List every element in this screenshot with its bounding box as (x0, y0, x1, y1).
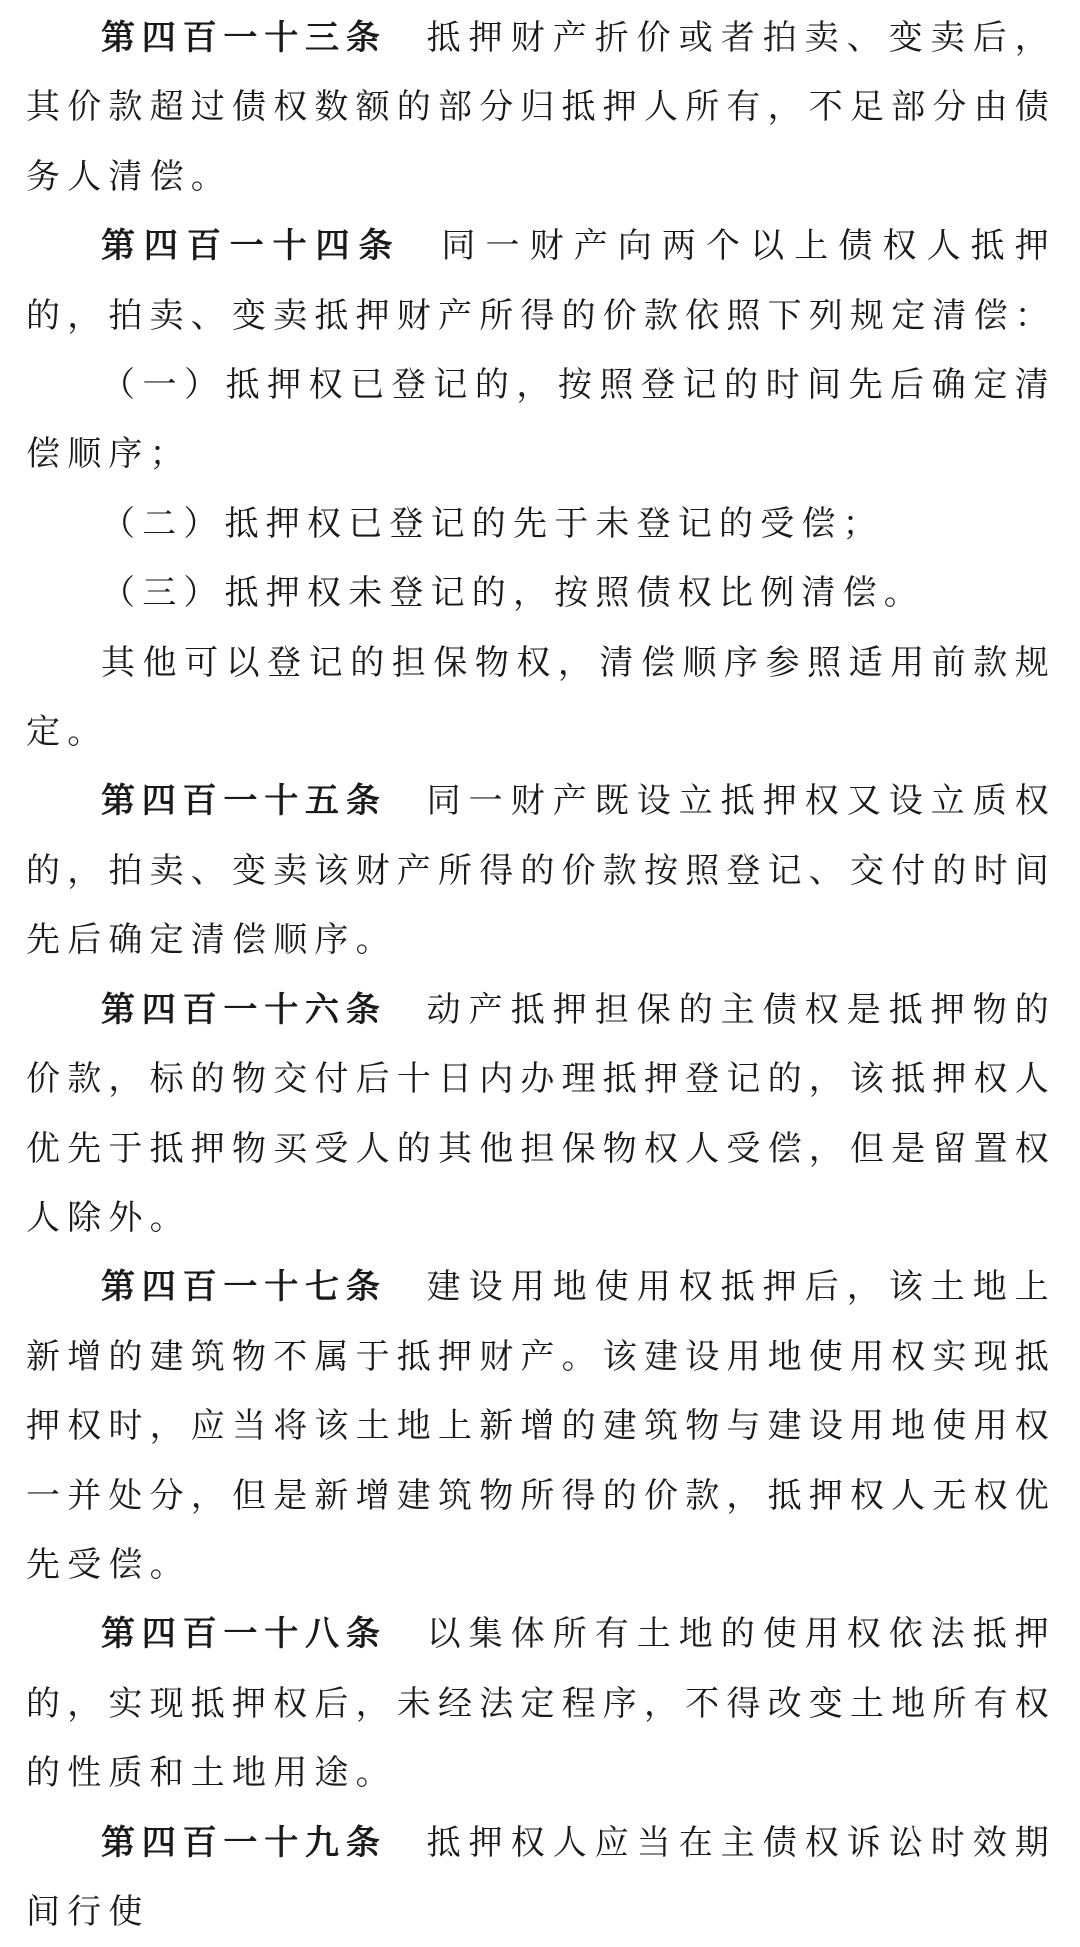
article-415 (26, 767, 1056, 975)
list-item: （一）抵押权已登记的，按照登记的时间先后确定清偿顺序； (26, 365, 1056, 475)
article-414 (26, 212, 1056, 351)
article-number: 第四百一十三条 (101, 18, 387, 58)
article-text: 抵押权人应当在主债权诉讼时效期间行使 (26, 1822, 1057, 1932)
article-416 (26, 976, 1056, 1254)
list-item: （三）抵押权未登记的，按照债权比例清偿。 (101, 573, 925, 614)
document-body (26, 4, 1056, 1947)
article-text: 建设用地使用权抵押后，该土地上新增的建筑物不属于抵押财产。该建设用地使用权实现抵押权时，应当将该土地上新增的建筑物与建设用地使用权一并处分，但是新增建筑物所得的价款，抵押权人无权优先受偿。 (26, 1267, 1057, 1585)
article-number: 第四百一十六条 (101, 989, 387, 1030)
article-number: 第四百一十八条 (101, 1614, 387, 1655)
article-number: 第四百一十四条 (101, 226, 402, 267)
article-text: 同一财产既设立抵押权又设立质权的，拍卖、变卖该财产所得的价款按照登记、交付的时间先后确定清偿顺序。 (26, 781, 1057, 961)
article-417 (26, 1253, 1056, 1600)
article-number: 第四百一十七条 (101, 1267, 387, 1308)
article-418 (26, 1600, 1056, 1808)
article-text: 抵押财产折价或者拍卖、变卖后，其价款超过债权数额的部分归抵押人所有，不足部分由债务人清偿。 (26, 18, 1057, 197)
article-number: 第四百一十五条 (101, 781, 387, 822)
article-413 (26, 4, 1056, 212)
article-paragraph: 其他可以登记的担保物权，清偿顺序参照适用前款规定。 (26, 642, 1056, 753)
article-419 (26, 1809, 1056, 1947)
article-number: 第四百一十九条 (101, 1822, 387, 1863)
article-text: 以集体所有土地的使用权依法抵押的，实现抵押权后，未经法定程序，不得改变土地所有权的性质和土地用途。 (26, 1614, 1057, 1794)
article-text: 同一财产向两个以上债权人抵押的，拍卖、变卖抵押财产所得的价款依照下列规定清偿： (26, 226, 1056, 336)
list-item: （二）抵押权已登记的先于未登记的受偿； (101, 503, 884, 544)
article-text: 动产抵押担保的主债权是抵押物的价款，标的物交付后十日内办理抵押登记的，该抵押权人优先于抵押物买受人的其他担保物权人受偿，但是留置权人除外。 (26, 989, 1057, 1238)
